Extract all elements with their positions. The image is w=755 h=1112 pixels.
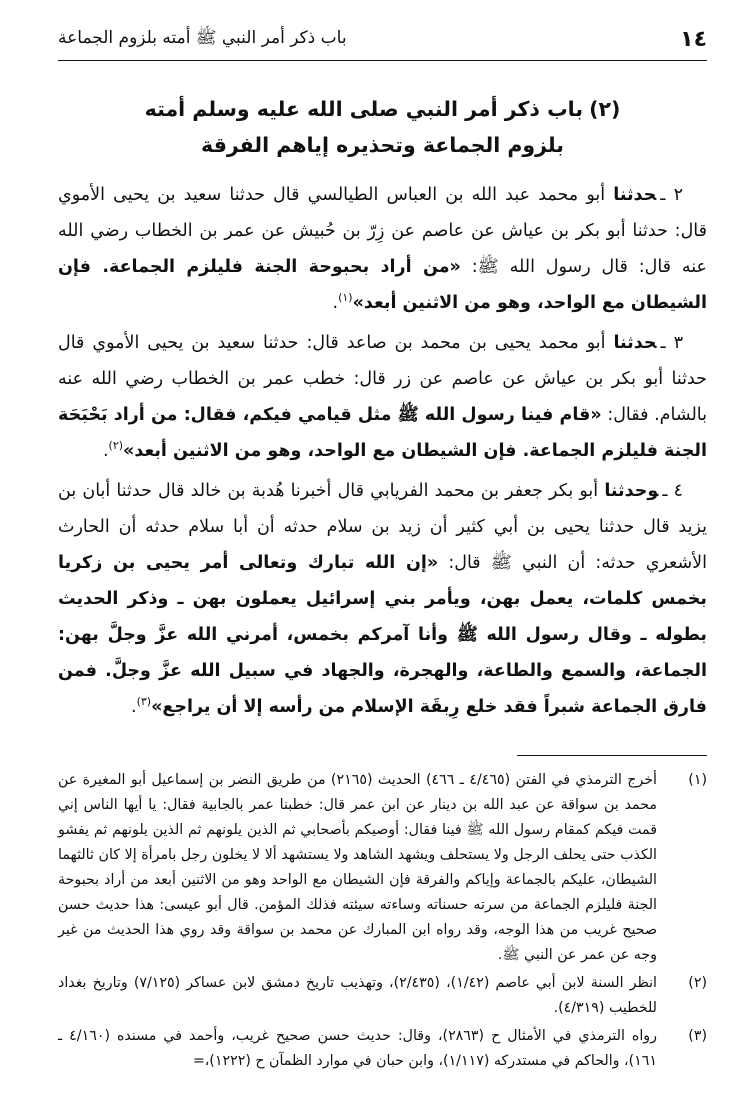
hadith-tail: .	[332, 292, 339, 313]
hadith-2	[58, 177, 707, 321]
footnote-number: (٣)	[688, 1027, 707, 1044]
footnotes	[58, 768, 707, 1074]
footnote-1	[58, 768, 707, 968]
footnote-number: (١)	[688, 771, 707, 788]
hadith-isnad: أبو محمد عبد الله بن العباس الطيالسي قال حدثنا سعيد بن يحيى الأموي قال: حدثنا أبو بكر بن عياش عن عاصم عن زِرّ بن حُبيش عن عمر بن الخطاب رضي الله عنه قال: قال رسول الله ﷺ:	[58, 184, 707, 277]
hadith-lead-word: حدثنا	[613, 332, 657, 353]
footnote-number: (٢)	[688, 974, 707, 991]
hadith-tail: .	[102, 440, 109, 461]
footnote-text: رواه الترمذي في الأمثال ح (٢٨٦٣)، وقال: حديث حسن صحيح غريب، وأحمد في مسنده (٤/١٦٠ ـ ١٦١)، والحاكم في مستدركه (١/١١٧)، وابن حبان في موارد الظمآن ح (١٢٢٢)،=	[58, 1027, 658, 1069]
hadith-lead-word: وحدثنا	[604, 480, 659, 501]
hadith-matn: «إن الله تبارك وتعالى أمر يحيى بن زكريا بخمس كلمات، يعمل بهن، ويأمر بني إسرائيل يعملون بهن ـ وذكر الحديث بطوله ـ وقال رسول الله ﷺ وأنا آمركم بخمس، أمرني الله عزَّ وجلَّ بهن: الجماعة، والسمع والطاعة، والهجرة، والجهاد في سبيل الله عزَّ وجلَّ. فمن فارق الجماعة شبراً فقد خلع رِبقَة الإسلام من رأسه إلا أن يراجع»	[58, 552, 707, 717]
footnote-2	[58, 971, 707, 1021]
chapter-title-line-1	[145, 97, 621, 121]
hadith-lead-word: حدثنا	[613, 184, 657, 205]
footnote-text: انظر السنة لابن أبي عاصم (١/٤٢)، (٢/٤٣٥)، وتهذيب تاريخ دمشق لابن عساكر (٧/١٢٥) وتاريخ بغداد للخطيب (٤/٣١٩).	[58, 974, 657, 1016]
footnote-reference[interactable]: (٣)	[136, 694, 152, 708]
header-rule	[58, 60, 707, 61]
page-number: ١٤	[680, 27, 707, 52]
chapter-number: (٢)	[589, 97, 621, 121]
footnote-3	[58, 1024, 707, 1074]
footnote-reference[interactable]: (١)	[338, 290, 353, 304]
hadith-4	[58, 473, 707, 725]
hadith-matn: «قام فينا رسول الله ﷺ مثل قيامي فيكم، فقال: من أراد بَحْبَحَة الجنة فليلزم الجماعة. فإن الشيطان مع الواحد، وهو من الاثنين أبعد»	[58, 404, 707, 461]
hadith-number: ٢ ـ	[660, 184, 683, 205]
footnote-reference[interactable]: (٢)	[108, 438, 124, 452]
hadith-isnad: أبو محمد يحيى بن محمد بن صاعد قال: حدثنا سعيد بن يحيى الأموي قال حدثنا أبو بكر بن عياش عن عاصم عن زر قال: خطب عمر بن الخطاب رضي الله عنه بالشام. فقال:	[58, 332, 707, 425]
footnote-separator	[517, 755, 707, 756]
hadith-number: ٤ ـ	[662, 480, 683, 501]
chapter-title-line-2: بلزوم الجماعة وتحذيره إياهم الفرقة	[201, 133, 564, 157]
chapter-title-text-1: باب ذكر أمر النبي صلى الله عليه وسلم أمته	[144, 97, 584, 121]
hadith-isnad: أبو بكر جعفر بن محمد الفريابي قال أخبرنا هُدبة بن خالد قال حدثنا أبان بن يزيد قال حدثنا يحيى بن أبي كثير أن زيد بن سلام حدثه أن أبا سلام حدثه أن الحارث الأشعري حدثه: أن النبي ﷺ قال:	[58, 480, 707, 573]
running-title: باب ذكر أمر النبي ﷺ أمته بلزوم الجماعة	[58, 28, 347, 48]
footnote-text: أخرج الترمذي في الفتن (٤/٤٦٥ ـ ٤٦٦) الحديث (٢١٦٥) من طريق النضر بن إسماعيل أبو المغيرة عن محمد بن سواقة عن عبد الله بن دينار عن ابن عمر قال: خطبنا عمر بالجابية فقال: يا أيها الناس إني قمت فيكم كمقام رسول الله ﷺ فينا فقال: أوصيكم بأصحابي ثم الذين يلونهم ثم الذين يلونهم ثم يفشو الكذب حتى يحلف الرجل ولا يستحلف ويشهد الشاهد ولا يستشهد ألا لا يخلون رجل بامرأة إلا كان ثالثهما الشيطان، عليكم بالجماعة وإياكم والفرقة فإن الشيطان مع الواحد وهو من الاثنين أبعد من أراد بحبوحة الجنة فليلزم الجماعة من سرته حسناته وساءته سيئته فذلك المؤمن. قال أبو عيسى: هذا حديث حسن صحيح غريب من هذا الوجه، وقد رواه ابن المبارك عن محمد بن سواقة وقد روي هذا الحديث من غير وجه عن عمر عن النبي ﷺ.	[58, 771, 657, 963]
hadith-tail: .	[130, 696, 137, 717]
hadith-matn: «من أراد بحبوحة الجنة فليلزم الجماعة. فإن الشيطان مع الواحد، وهو من الاثنين أبعد»	[58, 256, 707, 313]
chapter-title	[58, 91, 707, 163]
hadith-list	[58, 177, 707, 725]
running-header	[58, 18, 707, 52]
hadith-number: ٣ ـ	[660, 332, 683, 353]
hadith-3	[58, 325, 707, 469]
